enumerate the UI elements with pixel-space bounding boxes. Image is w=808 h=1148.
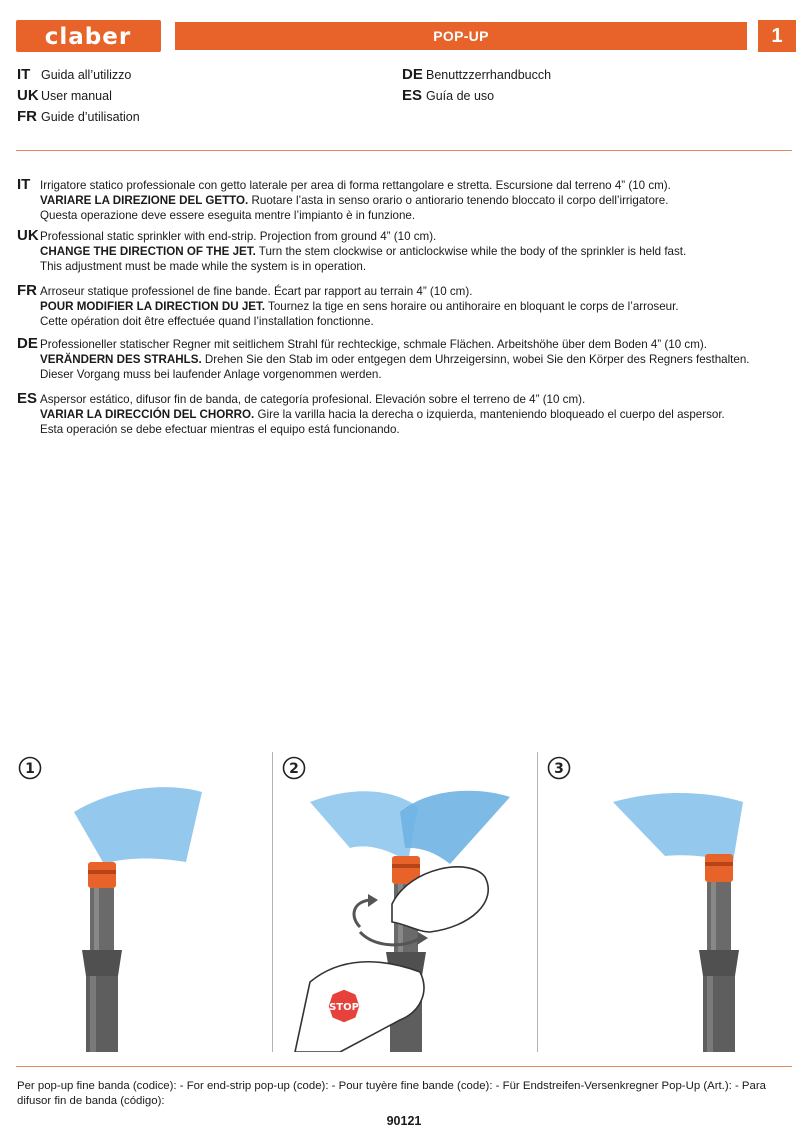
manual-title-uk: UK User manual xyxy=(17,87,112,104)
figure-3 xyxy=(545,752,792,1052)
divider xyxy=(537,752,538,1052)
manual-title-it: IT Guida all’utilizzo xyxy=(17,66,132,83)
manual-title-de: DE Benuttzzerrhandbucch xyxy=(402,66,552,83)
svg-text:1: 1 xyxy=(25,761,35,777)
rotation-illustration xyxy=(280,752,535,1052)
stop-sign-icon: STOP xyxy=(329,1002,359,1013)
language-code: DE xyxy=(17,335,38,352)
paragraph-es: ES Aspersor estático, difusor fin de banda, de categoría profesional. Elevación sobre el terreno de 4” (10 cm). VARIAR LA DIRECCIÓN DEL CHORRO. Gire la varilla hacia la derecha o izquierda, manteniendo bloqueado el cuerpo del aspersor. Esta operación se debe efectuar mientras el equipo está funcionando. xyxy=(17,390,725,436)
sprinkler-illustration xyxy=(545,752,792,1052)
svg-text:2: 2 xyxy=(289,761,299,777)
document-title: POP-UP xyxy=(175,22,747,50)
paragraph-it: IT Irrigatore statico professionale con getto laterale per area di forma rettangolare e stretta. Escursione dal terreno 4” (10 cm). VARIARE LA DIREZIONE DEL GETTO. Ruotare l’asta in senso orario o antiorario tenendo bloccato il corpo dell’irrigatore. Questa operazione deve essere eseguita mentre l’impianto è in funzione. xyxy=(17,176,671,222)
language-code: UK xyxy=(17,227,39,244)
language-code: IT xyxy=(17,176,31,193)
language-code: FR xyxy=(17,282,37,299)
manual-title-fr: FR Guide d’utilisation xyxy=(17,108,140,125)
sprinkler-illustration xyxy=(16,752,271,1052)
manual-title-es: ES Guía de uso xyxy=(402,87,495,104)
manual-title-list xyxy=(17,65,797,129)
illustration-row xyxy=(16,752,792,1052)
figure-1 xyxy=(16,752,271,1052)
footer-note: Per pop-up fine banda (codice): - For end-strip pop-up (code): - Pour tuyère fine bande (code): - Für Endstreifen-Versenkregner Pop-Up (Art.): - Para difusor fin de banda (código): xyxy=(17,1080,766,1107)
paragraph-uk: UK Professional static sprinkler with end-strip. Projection from ground 4” (10 cm). CHANGE THE DIRECTION OF THE JET. Turn the stem clockwise or anticlockwise while the body of the sprinkler is held fast. This adjustment must be made while the system is in operation. xyxy=(17,227,687,273)
page-number: 1 xyxy=(758,20,796,52)
product-code: 90121 xyxy=(386,1114,422,1128)
page-header xyxy=(16,20,796,52)
paragraph-de: DE Professioneller statischer Regner mit seitlichem Strahl für rechteckige, schmale Flächen. Arbeitshöhe über dem Boden 4” (10 cm). VERÄNDERN DES STRAHLS. Drehen Sie den Stab im oder entgegen dem Uhrzeigersinn, wobei Sie den Körper des Regners festhalten. Dieser Vorgang muss bei laufender Anlage vorgenommen werden. xyxy=(17,335,750,381)
svg-text:3: 3 xyxy=(554,761,564,777)
language-code: ES xyxy=(17,390,38,407)
divider xyxy=(16,150,792,151)
figure-2 xyxy=(280,752,535,1052)
paragraph-fr: FR Arroseur statique professionel de fine bande. Écart par rapport au terrain 4” (10 cm). POUR MODIFIER LA DIRECTION DU JET. Tournez la tige en sens horaire ou antihoraire en bloquant le corps de l’arroseur. Cette opération doit être effectuée quand l’installation fonctionne. xyxy=(17,282,679,328)
divider xyxy=(16,1066,792,1067)
svg-text:claber: claber xyxy=(44,24,132,50)
claber-logo xyxy=(16,20,161,52)
divider xyxy=(272,752,273,1052)
